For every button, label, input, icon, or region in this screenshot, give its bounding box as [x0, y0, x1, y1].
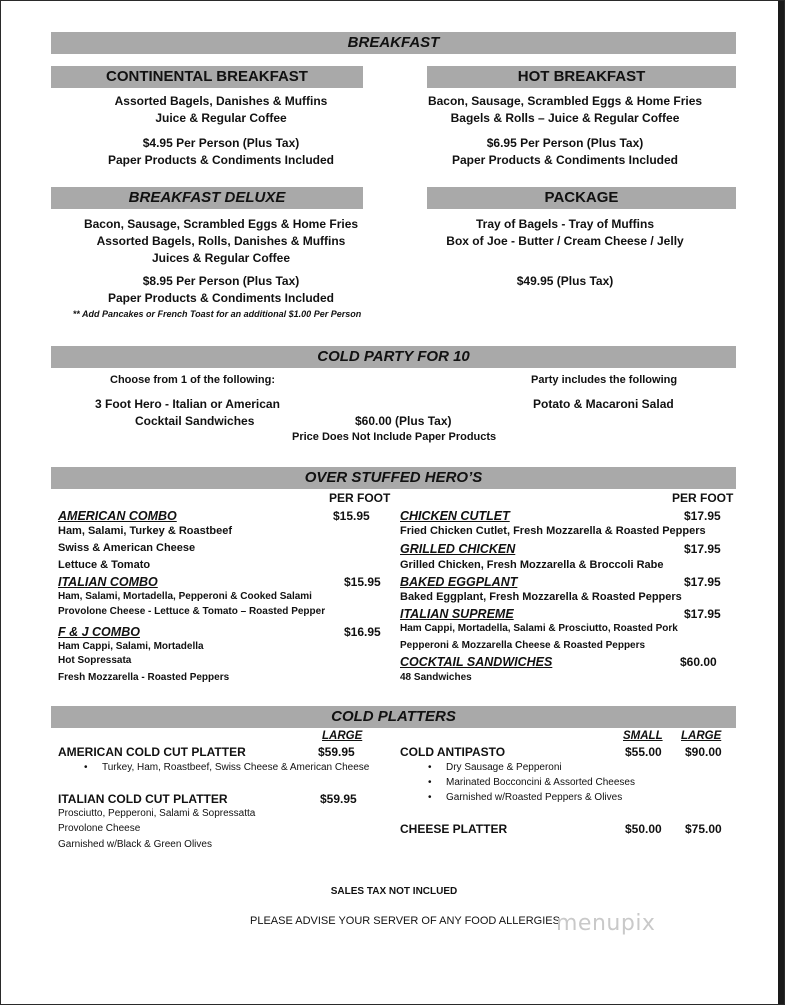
hot-breakfast-line: Bacon, Sausage, Scrambled Eggs & Home Fries	[427, 94, 703, 108]
cold-party-option: Cocktail Sandwiches	[135, 414, 255, 428]
hero-desc: Ham, Salami, Mortadella, Pepperoni & Cooked Salami	[58, 591, 312, 602]
hero-price: $17.95	[684, 542, 721, 556]
hero-price: $17.95	[684, 607, 721, 621]
platter-price: $59.95	[320, 792, 357, 806]
hot-breakfast-price: $6.95 Per Person (Plus Tax)	[486, 136, 644, 150]
cold-party-option: 3 Foot Hero - Italian or American	[95, 397, 280, 411]
package-line: Tray of Bagels - Tray of Muffins	[475, 217, 655, 231]
hero-desc: Provolone Cheese - Lettuce & Tomato – Roasted Pepper	[58, 606, 326, 617]
platter-price: $59.95	[318, 745, 355, 759]
hero-desc: 48 Sandwiches	[400, 672, 472, 683]
package-header: PACKAGE	[427, 187, 736, 209]
platter-price-large: $75.00	[685, 822, 722, 836]
hero-name: BAKED EGGPLANT	[400, 575, 518, 589]
platter-price-small: $50.00	[625, 822, 662, 836]
platter-bullet: • Turkey, Ham, Roastbeef, Swiss Cheese & American Cheese	[102, 762, 369, 773]
cold-party-header: COLD PARTY FOR 10	[51, 346, 736, 368]
deluxe-line: Juices & Regular Coffee	[151, 251, 291, 265]
platter-price-small: $55.00	[625, 745, 662, 759]
hero-price: $16.95	[344, 625, 381, 639]
continental-line: Juice & Regular Coffee	[155, 111, 287, 125]
hero-price: $15.95	[344, 575, 381, 589]
platter-name: CHEESE PLATTER	[400, 822, 508, 836]
continental-line: Assorted Bagels, Danishes & Muffins	[114, 94, 328, 108]
per-foot-label: PER FOOT	[672, 491, 734, 505]
allergy-note: PLEASE ADVISE YOUR SERVER OF ANY FOOD ALLERGIES	[250, 915, 560, 927]
platter-price-large: $90.00	[685, 745, 722, 759]
sales-tax-note: SALES TAX NOT INCLUED	[330, 886, 458, 897]
hero-name: GRILLED CHICKEN	[400, 542, 516, 556]
hero-desc: Ham, Salami, Turkey & Roastbeef	[58, 525, 233, 537]
breakfast-header: BREAKFAST	[51, 32, 736, 54]
hero-desc: Ham Cappi, Mortadella, Salami & Prosciutto, Roasted Pork	[400, 623, 678, 634]
hero-price: $60.00	[680, 655, 717, 669]
hero-price: $15.95	[333, 509, 370, 523]
hero-desc: Fried Chicken Cutlet, Fresh Mozzarella & Roasted Peppers	[400, 525, 706, 537]
hero-name: CHICKEN CUTLET	[400, 509, 510, 523]
hero-price: $17.95	[684, 509, 721, 523]
continental-price: $4.95 Per Person (Plus Tax)	[142, 136, 300, 150]
cold-party-choose: Choose from 1 of the following:	[110, 374, 275, 386]
menupix-watermark: menupix	[556, 911, 656, 936]
platter-bullet: • Marinated Bocconcini & Assorted Cheeses	[446, 777, 635, 788]
cold-party-includes: Party includes the following	[531, 374, 678, 386]
hero-desc: Lettuce & Tomato	[58, 559, 151, 571]
hero-desc: Baked Eggplant, Fresh Mozzarella & Roasted Peppers	[400, 591, 682, 603]
hero-desc: Ham Cappi, Salami, Mortadella	[58, 641, 204, 652]
platter-desc: Prosciutto, Pepperoni, Salami & Sopressatta	[58, 808, 256, 819]
hero-desc: Swiss & American Cheese	[58, 542, 196, 554]
continental-header: CONTINENTAL BREAKFAST	[51, 66, 363, 88]
deluxe-price: $8.95 Per Person (Plus Tax)	[142, 274, 300, 288]
hero-name: F & J COMBO	[58, 625, 140, 639]
platter-name: COLD ANTIPASTO	[400, 745, 506, 759]
heros-header: OVER STUFFED HERO’S	[51, 467, 736, 489]
platter-desc: Provolone Cheese	[58, 823, 141, 834]
hero-name: ITALIAN COMBO	[58, 575, 158, 589]
hero-desc: Pepperoni & Mozzarella Cheese & Roasted Peppers	[400, 640, 646, 651]
hero-name: COCKTAIL SANDWICHES	[400, 655, 553, 669]
platter-bullet: • Dry Sausage & Pepperoni	[446, 762, 562, 773]
per-foot-label: PER FOOT	[329, 491, 391, 505]
continental-note: Paper Products & Condiments Included	[107, 153, 335, 167]
hero-price: $17.95	[684, 575, 721, 589]
deluxe-line: Bacon, Sausage, Scrambled Eggs & Home Fries	[83, 217, 359, 231]
large-label: LARGE	[322, 730, 363, 742]
hero-name: ITALIAN SUPREME	[400, 607, 514, 621]
hero-name: AMERICAN COMBO	[58, 509, 177, 523]
hero-desc: Grilled Chicken, Fresh Mozzarella & Broccoli Rabe	[400, 559, 664, 571]
deluxe-note: Paper Products & Condiments Included	[107, 291, 335, 305]
hero-desc: Fresh Mozzarella - Roasted Peppers	[58, 672, 230, 683]
deluxe-addon-note: ** Add Pancakes or French Toast for an additional $1.00 Per Person	[72, 309, 362, 319]
hero-desc: Hot Sopressata	[58, 655, 132, 666]
cold-party-includes-item: Potato & Macaroni Salad	[533, 397, 674, 411]
platter-desc: Garnished w/Black & Green Olives	[58, 839, 212, 850]
cold-party-paper-note: Price Does Not Include Paper Products	[292, 431, 497, 443]
hot-breakfast-header: HOT BREAKFAST	[427, 66, 736, 88]
cold-party-price: $60.00 (Plus Tax)	[355, 414, 452, 428]
breakfast-deluxe-header: BREAKFAST DELUXE	[51, 187, 363, 209]
platter-bullet: • Garnished w/Roasted Peppers & Olives	[446, 792, 622, 803]
platters-header: COLD PLATTERS	[51, 706, 736, 728]
platter-name: ITALIAN COLD CUT PLATTER	[58, 792, 228, 806]
platter-name: AMERICAN COLD CUT PLATTER	[58, 745, 246, 759]
package-price: $49.95 (Plus Tax)	[516, 274, 614, 288]
large-label: LARGE	[681, 730, 722, 742]
hot-breakfast-note: Paper Products & Condiments Included	[451, 153, 679, 167]
deluxe-line: Assorted Bagels, Rolls, Danishes & Muffins	[96, 234, 346, 248]
hot-breakfast-line: Bagels & Rolls – Juice & Regular Coffee	[450, 111, 680, 125]
package-line: Box of Joe - Butter / Cream Cheese / Jelly	[446, 234, 684, 248]
small-label: SMALL	[623, 730, 663, 742]
